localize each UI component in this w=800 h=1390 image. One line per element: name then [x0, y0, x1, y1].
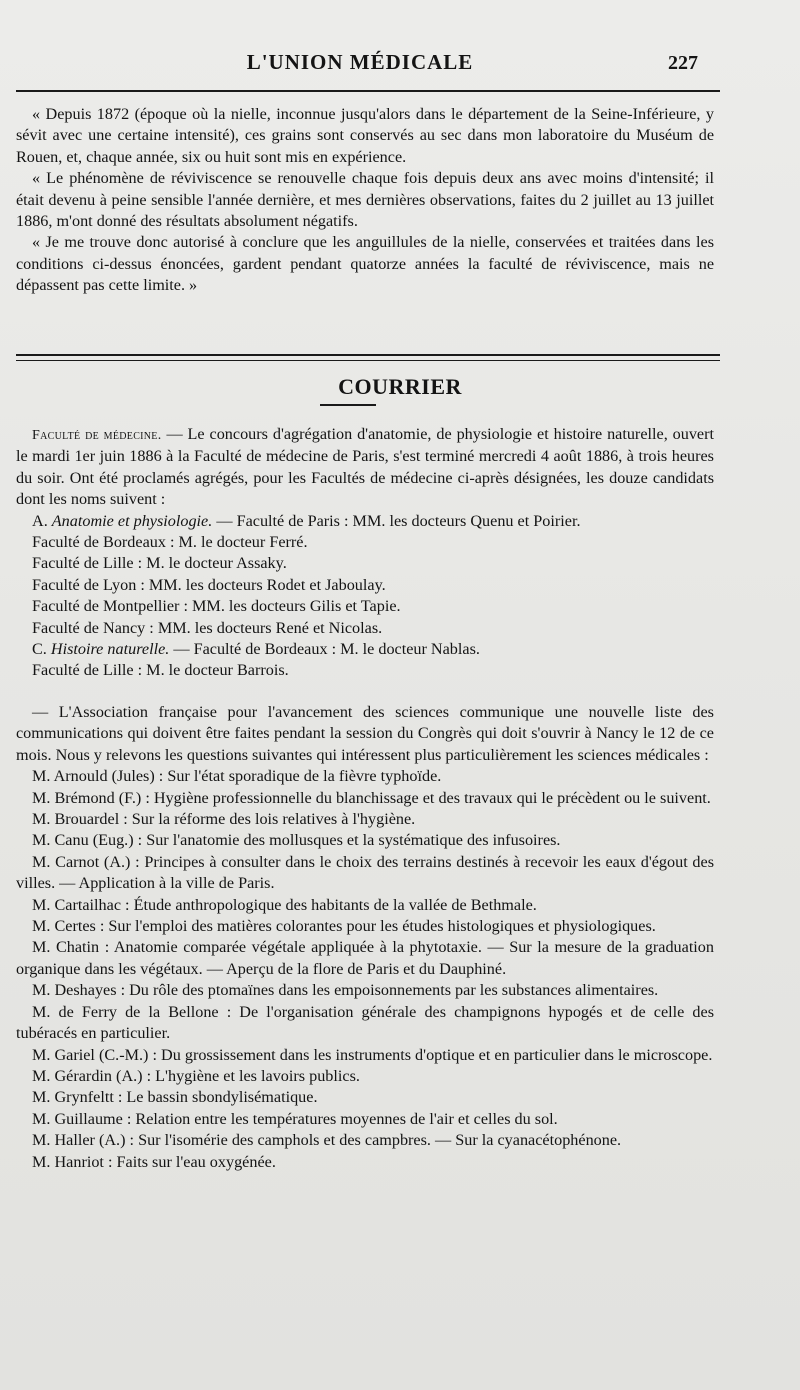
- list-item: M. Gérardin (A.) : L'hygiène et les lavoirs publics.: [32, 1066, 360, 1085]
- faculte-block: [16, 424, 714, 682]
- faculte-text: — Le concours d'agrégation d'anatomie, de physiologie et histoire naturelle, ouvert le mardi 1er juin 1886 à la Faculté de médecine de Paris, s'est terminé mercredi 4 août 1886, à trois heures du soir. Ont été proclamés agrégés, pour les Facultés de médecine ci-après désignées, les douze candidats dont les noms suivent :: [16, 425, 714, 509]
- section-title: COURRIER: [338, 374, 462, 399]
- list-item: M. Haller (A.) : Sur l'isomérie des camphols et des campbres. — Sur la cyanacétophénone.: [32, 1131, 622, 1150]
- header-rule: [16, 90, 720, 92]
- page-number: 227: [668, 52, 698, 74]
- faculte-a-title: Anatomie et physiologie.: [51, 511, 213, 530]
- list-item: M. Arnould (Jules) : Sur l'état sporadique de la fièvre typhoïde.: [32, 767, 442, 786]
- journal-title: L'UNION MÉDICALE: [246, 50, 474, 74]
- faculte-line: Faculté de Bordeaux : M. le docteur Ferré.: [32, 533, 308, 552]
- list-item: M. Guillaume : Relation entre les températures moyennes de l'air et celles du sol.: [32, 1109, 558, 1128]
- faculte-line-c-last: Faculté de Lille : M. le docteur Barrois.: [32, 661, 289, 680]
- faculte-line: Faculté de Nancy : MM. les docteurs René et Nicolas.: [32, 618, 383, 637]
- quote-paragraph-1: « Depuis 1872 (époque où la nielle, inconnue jusqu'alors dans le département de la Seine-Inférieure, y sévit avec une certaine intensité), ces grains sont conservés au sec dans mon laboratoire du Muséum de Rouen, et, chaque année, six ou huit sont mis en expérience.: [16, 105, 714, 166]
- quote-block: [16, 104, 714, 297]
- quote-paragraph-2: « Le phénomène de réviviscence se renouvelle chaque fois depuis deux ans avec moins d'intensité; il était devenu à peine sensible l'année dernière, et mes dernières observations, faites du 2 juillet au 13 juillet 1886, m'ont donné des résultats absolument négatifs.: [16, 169, 714, 231]
- section-title-underline: [320, 404, 376, 406]
- faculte-c-title: Histoire naturelle.: [50, 640, 170, 659]
- faculte-lead: Faculté de médecine.: [32, 428, 162, 443]
- list-item: M. Deshayes : Du rôle des ptomaïnes dans les empoisonnements par les substances alimentaires.: [32, 981, 659, 1000]
- list-item: M. Carnot (A.) : Principes à consulter dans le choix des terrains destinés à recevoir les eaux d'égout des villes. — Application à la ville de Paris.: [16, 852, 714, 893]
- section-rule-top: [16, 354, 720, 356]
- faculte-c-text: — Faculté de Bordeaux : M. le docteur Nablas.: [169, 640, 480, 659]
- list-item: M. de Ferry de la Bellone : De l'organisation générale des champignons hypogés et de celle des tubéracés en particulier.: [16, 1002, 714, 1043]
- association-intro: — L'Association française pour l'avancement des sciences communique une nouvelle liste des communications qui doivent être faites pendant la session du Congrès qui doit s'ouvrir à Nancy le 12 de ce mois. Nous y relevons les questions suivantes qui intéressent plus particulièrement les sciences médicales :: [16, 703, 714, 764]
- faculte-line-c: [16, 639, 714, 660]
- list-item: M. Brémond (F.) : Hygiène professionnelle du blanchissage et des travaux qui le précèdent ou le suivent.: [32, 788, 711, 807]
- page-header: [0, 50, 800, 84]
- faculte-a-label: A.: [32, 511, 48, 530]
- faculte-line: Faculté de Montpellier : MM. les docteurs Gilis et Tapie.: [32, 597, 401, 616]
- faculte-a-text: — Faculté de Paris : MM. les docteurs Quenu et Poirier.: [212, 511, 581, 530]
- list-item: M. Grynfeltt : Le bassin sbondylisématique.: [32, 1088, 318, 1107]
- list-item: M. Brouardel : Sur la réforme des lois relatives à l'hygiène.: [32, 810, 416, 829]
- list-item: M. Certes : Sur l'emploi des matières colorantes pour les études histologiques et physiologiques.: [32, 917, 656, 936]
- faculte-line-a: [16, 511, 714, 532]
- list-item: M. Chatin : Anatomie comparée végétale appliquée à la phytotaxie. — Sur la mesure de la graduation organique dans les végétaux. — Aperçu de la flore de Paris et du Dauphiné.: [16, 938, 714, 978]
- section-rule-bottom: [16, 360, 720, 361]
- faculte-paragraph: [16, 424, 714, 511]
- association-block: [16, 702, 714, 1173]
- faculte-line: Faculté de Lyon : MM. les docteurs Rodet et Jaboulay.: [32, 575, 386, 594]
- list-item: M. Hanriot : Faits sur l'eau oxygénée.: [32, 1152, 276, 1171]
- faculte-line: Faculté de Lille : M. le docteur Assaky.: [32, 554, 287, 573]
- list-item: M. Canu (Eug.) : Sur l'anatomie des mollusques et la systématique des infusoires.: [32, 831, 561, 850]
- quote-paragraph-3: « Je me trouve donc autorisé à conclure que les anguillules de la nielle, conservées et traitées dans les conditions ci-dessus énoncées, gardent pendant quatorze années la faculté de réviviscence, mais ne dépassent pas cette limite. »: [16, 233, 714, 295]
- faculte-c-label: C.: [32, 640, 47, 659]
- list-item: M. Gariel (C.-M.) : Du grossissement dans les instruments d'optique et en particulier dans le microscope.: [32, 1045, 713, 1064]
- list-item: M. Cartailhac : Étude anthropologique des habitants de la vallée de Bethmale.: [32, 895, 537, 914]
